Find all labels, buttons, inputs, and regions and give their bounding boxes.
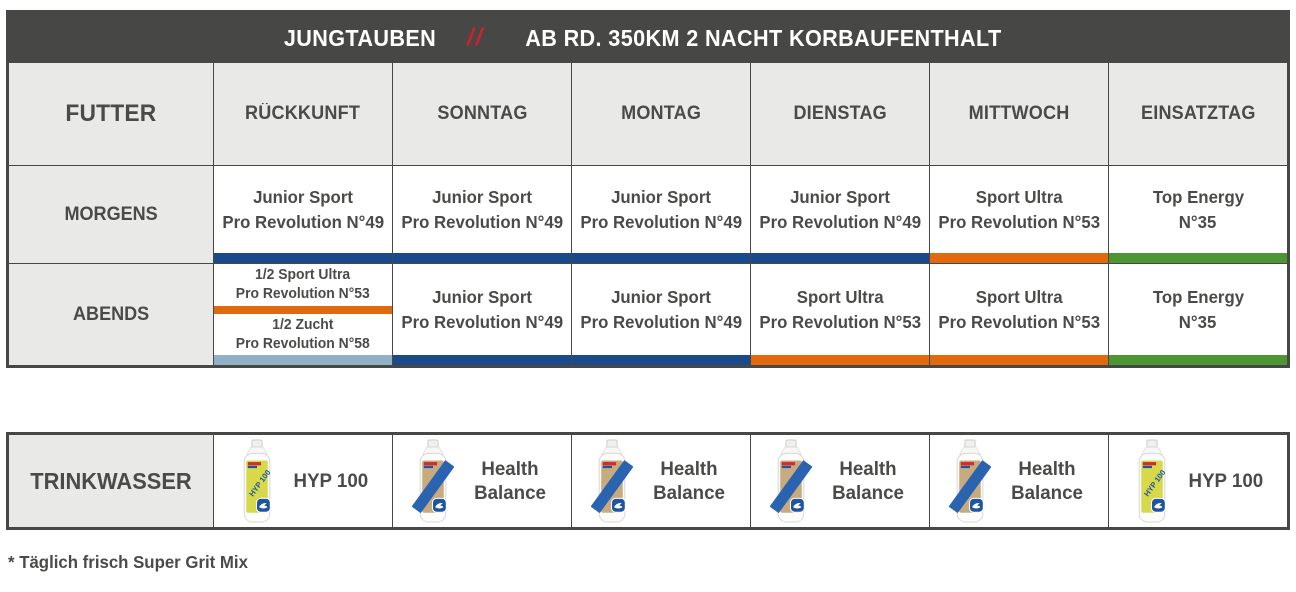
feed-cell: Junior Sport Pro Revolution N°49 [213,166,392,263]
feed-color-bar [930,253,1108,263]
product-label: HYP 100 [293,469,369,492]
water-cell [392,435,571,527]
title-separator-slashes: // [466,24,485,51]
product-label: HYP 100 [1188,469,1264,492]
health-balance-bottle-icon [770,439,812,523]
column-header-sonntag: SONNTAG [392,63,571,165]
feed-cell: Junior Sport Pro Revolution N°49 [392,166,571,263]
abends-row [9,263,1287,365]
footnote: * Täglich frisch Super Grit Mix [8,552,248,572]
feed-color-bar [1109,253,1287,263]
water-cell [750,435,929,527]
column-header-rueckkunft: RÜCKKUNFT [213,63,392,165]
feed-color-bar [1109,355,1287,365]
svg-text:HYP 100: HYP 100 [247,468,273,499]
feed-color-bar [393,355,571,365]
feed-cell: Top Energy N°35 [1108,166,1287,263]
health-balance-bottle-icon [591,439,633,523]
water-cell [213,435,392,527]
hyp100-bottle-icon [236,439,278,523]
health-balance-bottle-icon [412,439,454,523]
row-label-morgens: MORGENS [9,166,213,263]
futter-table [6,10,1290,368]
feed-cell-split: 1/2 Sport Ultra Pro Revolution N°53 1/2 Zucht Pro Revolution N°58 [213,264,392,365]
column-header-einsatztag: EINSATZTAG [1108,63,1287,165]
row-label-trinkwasser: TRINKWASSER [9,435,213,527]
feed-color-bar [751,355,929,365]
column-header-mittwoch: MITTWOCH [929,63,1108,165]
header-row [9,63,1287,165]
feed-cell: Sport Ultra Pro Revolution N°53 [750,264,929,365]
water-cell [929,435,1108,527]
title-left: JUNGTAUBEN [283,24,437,51]
product-label: Health Balance [653,457,725,504]
column-header-futter: FUTTER [9,63,213,165]
product-label: Health Balance [1011,457,1083,504]
feed-cell: Junior Sport Pro Revolution N°49 [571,166,750,263]
feed-color-bar [572,253,750,263]
feed-color-bar [214,253,392,263]
feed-cell: Top Energy N°35 [1108,264,1287,365]
trinkwasser-row [9,435,1287,527]
morgens-row [9,165,1287,263]
title-right: AB RD. 350KM 2 NACHT KORBAUFENTHALT [525,24,1002,51]
feed-color-bar [930,355,1108,365]
feed-color-bar [214,306,392,314]
svg-text:HYP 100: HYP 100 [1142,468,1168,499]
trinkwasser-table [6,432,1290,530]
column-header-montag: MONTAG [571,63,750,165]
column-header-dienstag: DIENSTAG [750,63,929,165]
feed-cell: Junior Sport Pro Revolution N°49 [571,264,750,365]
feed-color-bar [751,253,929,263]
feed-cell: Sport Ultra Pro Revolution N°53 [929,264,1108,365]
water-cell [571,435,750,527]
feed-cell: Sport Ultra Pro Revolution N°53 [929,166,1108,263]
feed-color-bar [214,355,392,365]
health-balance-bottle-icon [949,439,991,523]
product-label: Health Balance [474,457,546,504]
feed-color-bar [572,355,750,365]
feed-cell: Junior Sport Pro Revolution N°49 [750,166,929,263]
row-label-abends: ABENDS [9,264,213,365]
hyp100-bottle-icon [1131,439,1173,523]
title-bar [9,13,1287,63]
feed-cell: Junior Sport Pro Revolution N°49 [392,264,571,365]
feed-color-bar [393,253,571,263]
product-label: Health Balance [832,457,904,504]
water-cell [1108,435,1287,527]
